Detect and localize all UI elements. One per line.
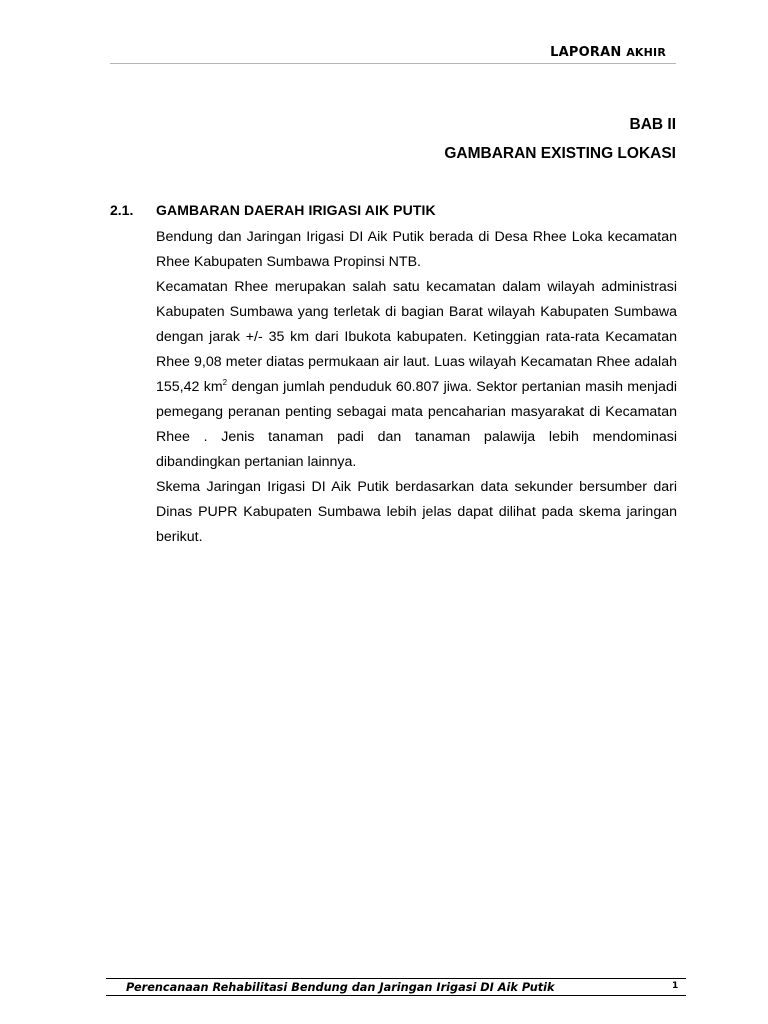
chapter-heading	[444, 110, 676, 168]
header-divider	[110, 63, 676, 64]
page-number: 1	[672, 981, 679, 991]
running-header	[550, 45, 666, 60]
paragraph-skema: Skema Jaringan Irigasi DI Aik Putik berdasarkan data sekunder bersumber dari Dinas PUPR Kabupaten Sumbawa lebih jelas dapat dilihat pada skema jaringan berikut.	[156, 479, 677, 545]
chapter-title: GAMBARAN EXISTING LOKASI	[444, 145, 676, 162]
body-text	[156, 225, 677, 550]
footer-title: Perencanaan Rehabilitasi Bendung dan Jaringan Irigasi DI Aik Putik	[126, 981, 555, 994]
section-title: GAMBARAN DAERAH IRIGASI AIK PUTIK	[156, 202, 436, 218]
header-label-main: LAPORAN	[550, 45, 622, 60]
area-unit-superscript: 2	[222, 378, 228, 387]
chapter-number: BAB II	[629, 116, 676, 133]
section-number: 2.1.	[110, 202, 134, 218]
footer-divider-bottom	[106, 995, 686, 996]
paragraph-location: Bendung dan Jaringan Irigasi DI Aik Putik berada di Desa Rhee Loka kecamatan Rhee Kabupaten Sumbawa Propinsi NTB.	[156, 229, 677, 270]
header-label-small: AKHIR	[626, 46, 666, 59]
paragraph-kecamatan-part1: Kecamatan Rhee merupakan salah satu kecamatan dalam wilayah administrasi Kabupaten Sumbawa yang terletak di bagian Barat wilayah Kabupaten Sumbawa dengan jarak +/- 35 km dari Ibukota kabupaten. Ketinggian rata-rata Kecamatan Rhee 9,08 meter diatas permukaan air laut. Luas wilayah Kecamatan Rhee adalah 155,42 km	[156, 279, 677, 395]
paragraph-kecamatan-part2: dengan jumlah penduduk 60.807 jiwa. Sektor pertanian masih menjadi pemegang peranan penting sebagai mata pencaharian masyarakat di Kecamatan Rhee . Jenis tanaman padi dan tanaman palawija lebih mendominasi dibandingkan pertanian lainnya.	[156, 379, 677, 470]
paragraph-kecamatan	[156, 275, 677, 475]
footer-divider-top	[106, 978, 686, 979]
